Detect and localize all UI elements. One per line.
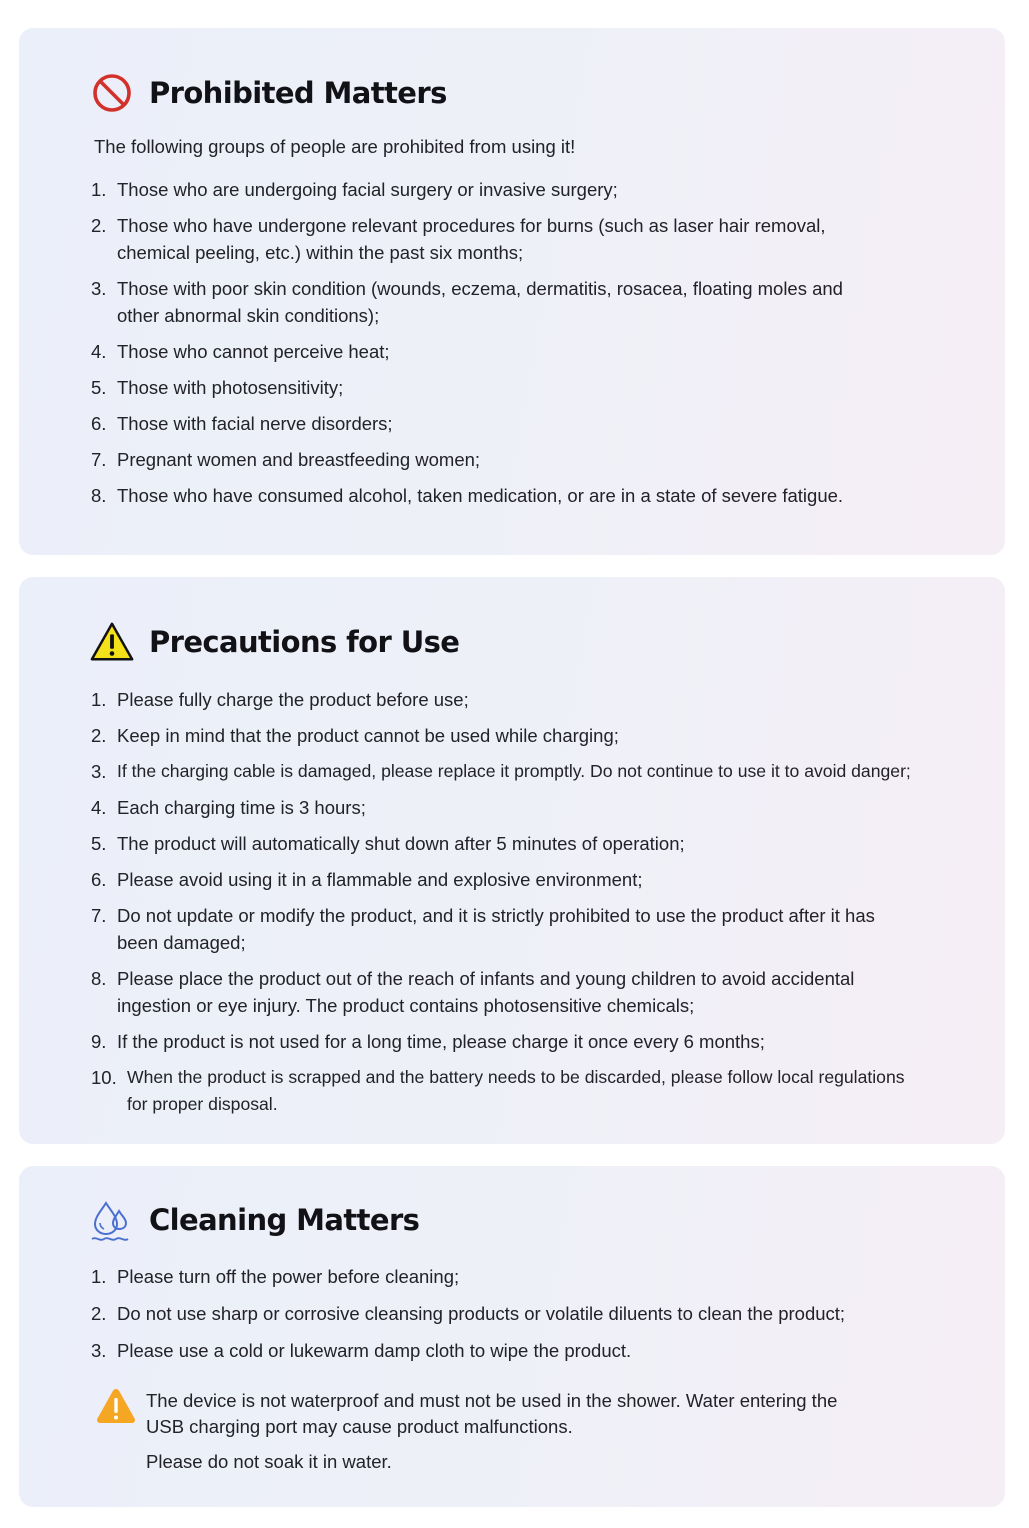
item-text: Those who are undergoing facial surgery or invasive surgery; <box>117 179 618 200</box>
item-number: 7. <box>91 449 107 470</box>
list-item <box>91 374 941 401</box>
item-text: When the product is scrapped and the battery needs to be discarded, please follow local regulations for proper disposal. <box>127 1067 905 1114</box>
item-number: 3. <box>91 278 107 299</box>
waterproof-note <box>95 1388 866 1475</box>
item-text: Please use a cold or lukewarm damp cloth to wipe the product. <box>117 1340 632 1361</box>
list-item <box>91 758 941 785</box>
item-text: The product will automatically shut down after 5 minutes of operation; <box>117 833 685 854</box>
list-item <box>91 965 941 1019</box>
list-item <box>91 866 941 893</box>
item-number: 8. <box>91 968 107 989</box>
section-title: Cleaning Matters <box>149 1203 420 1237</box>
item-text: Do not update or modify the product, and it is strictly prohibited to use the product after it has been damaged; <box>117 905 875 953</box>
caution-icon <box>95 1387 137 1427</box>
precautions-header <box>89 619 459 665</box>
list-item <box>91 794 941 821</box>
item-number: 1. <box>91 689 107 710</box>
item-text: Those who cannot perceive heat; <box>117 341 390 362</box>
precautions-list <box>91 686 941 1127</box>
item-number: 3. <box>91 761 107 782</box>
list-item <box>91 212 941 266</box>
item-number: 9. <box>91 1031 107 1052</box>
list-item <box>91 338 941 365</box>
item-text: Please turn off the power before cleaning; <box>117 1266 460 1287</box>
list-item <box>91 1064 941 1118</box>
warning-triangle-icon <box>89 619 135 665</box>
item-number: 2. <box>91 1303 107 1324</box>
item-text: If the product is not used for a long time, please charge it once every 6 months; <box>117 1031 765 1052</box>
item-number: 3. <box>91 1340 107 1361</box>
cleaning-list <box>91 1263 941 1374</box>
list-item <box>91 275 941 329</box>
note-text <box>146 1388 866 1475</box>
cleaning-matters-card <box>19 1166 1005 1507</box>
item-text: If the charging cable is damaged, please replace it promptly. Do not continue to use it to avoid danger; <box>117 761 911 781</box>
item-number: 5. <box>91 377 107 398</box>
item-number: 5. <box>91 833 107 854</box>
item-text: Those with poor skin condition (wounds, eczema, dermatitis, rosacea, floating moles and other abnormal skin conditions); <box>117 278 843 326</box>
list-item <box>91 830 941 857</box>
list-item <box>91 176 941 203</box>
item-text: Those who have consumed alcohol, taken medication, or are in a state of severe fatigue. <box>117 485 844 506</box>
item-text: Pregnant women and breastfeeding women; <box>117 449 481 470</box>
prohibited-matters-header <box>89 70 447 116</box>
item-text: Please place the product out of the reach of infants and young children to avoid accidental ingestion or eye injury. The product contains photosensitive chemicals; <box>117 968 855 1016</box>
precautions-card <box>19 577 1005 1144</box>
list-item <box>91 1263 941 1290</box>
item-number: 1. <box>91 1266 107 1287</box>
item-text: Those with facial nerve disorders; <box>117 413 393 434</box>
item-number: 4. <box>91 341 107 362</box>
item-text: Those with photosensitivity; <box>117 377 344 398</box>
cleaning-matters-header <box>89 1197 419 1243</box>
item-number: 10. <box>91 1067 117 1088</box>
item-text: Please fully charge the product before use; <box>117 689 469 710</box>
item-number: 2. <box>91 215 107 236</box>
item-number: 7. <box>91 905 107 926</box>
prohibited-list <box>91 176 941 518</box>
note-line: Please do not soak it in water. <box>146 1451 392 1472</box>
item-number: 1. <box>91 179 107 200</box>
item-number: 2. <box>91 725 107 746</box>
item-text: Do not use sharp or corrosive cleansing products or volatile diluents to clean the product; <box>117 1303 846 1324</box>
prohibited-matters-card <box>19 28 1005 555</box>
list-item <box>91 686 941 713</box>
item-number: 4. <box>91 797 107 818</box>
list-item <box>91 722 941 749</box>
list-item <box>91 410 941 437</box>
list-item <box>91 902 941 956</box>
item-text: Please avoid using it in a flammable and explosive environment; <box>117 869 643 890</box>
section-title: Precautions for Use <box>149 625 460 659</box>
note-line: The device is not waterproof and must not be used in the shower. Water entering the USB charging port may cause product malfunctions. <box>146 1390 838 1437</box>
list-item <box>91 1028 941 1055</box>
item-text: Those who have undergone relevant procedures for burns (such as laser hair removal, chemical peeling, etc.) within the past six months; <box>117 215 826 263</box>
item-number: 8. <box>91 485 107 506</box>
section-intro: The following groups of people are prohibited from using it! <box>94 136 576 157</box>
water-drop-icon <box>89 1197 135 1243</box>
list-item <box>91 446 941 473</box>
prohibited-icon <box>89 70 135 116</box>
item-number: 6. <box>91 413 107 434</box>
list-item <box>91 1300 941 1327</box>
list-item <box>91 1337 941 1364</box>
item-text: Keep in mind that the product cannot be used while charging; <box>117 725 619 746</box>
section-title: Prohibited Matters <box>149 76 447 110</box>
list-item <box>91 482 941 509</box>
item-text: Each charging time is 3 hours; <box>117 797 366 818</box>
item-number: 6. <box>91 869 107 890</box>
